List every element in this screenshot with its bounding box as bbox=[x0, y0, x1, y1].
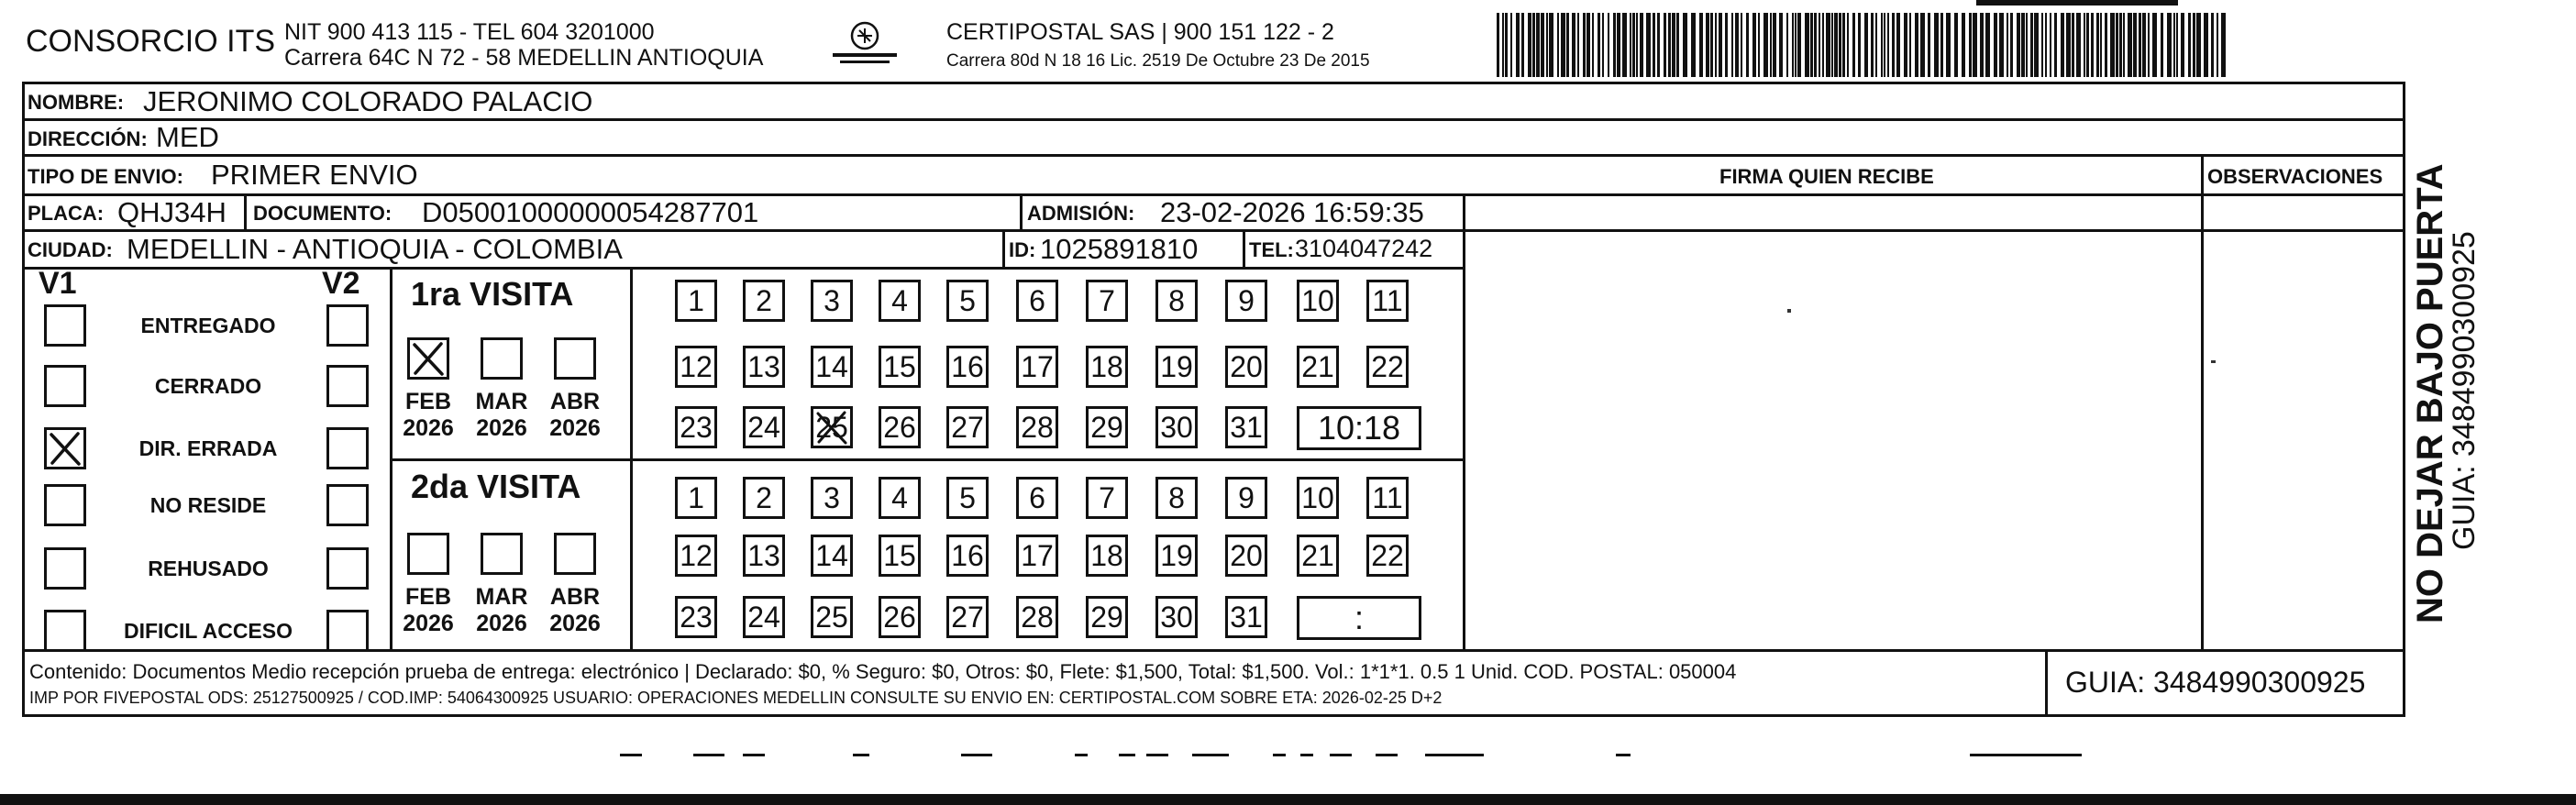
footer-contenido: Contenido: Documentos Medio recepción prueba de entrega: electrónico | Declarado: $0, % Seguro: $0, Otros: $0, Flete: $1,500, Total: $1,500. Vol.: 1*1*1. 0.5 1 Unid. COD. POSTAL: 050004 bbox=[29, 660, 1737, 683]
day-box[interactable]: 17 bbox=[1016, 535, 1058, 577]
handwritten-x-mark bbox=[410, 340, 447, 377]
day-box[interactable]: 24 bbox=[743, 406, 785, 448]
day-box[interactable]: 19 bbox=[1155, 346, 1198, 388]
status-v1-checkbox[interactable] bbox=[44, 610, 86, 652]
dash bbox=[1273, 754, 1286, 756]
status-v1-checkbox[interactable] bbox=[44, 365, 86, 407]
day-box[interactable]: 21 bbox=[1297, 346, 1339, 388]
month-checkbox[interactable] bbox=[481, 337, 523, 380]
recipient-id: 1025891810 bbox=[1040, 233, 1199, 265]
day-box[interactable]: 4 bbox=[879, 280, 921, 322]
barcode bbox=[1497, 13, 2232, 77]
day-box[interactable]: 24 bbox=[743, 596, 785, 638]
month-checkbox[interactable] bbox=[554, 337, 596, 380]
footer-guia: GUIA: 3484990300925 bbox=[2065, 666, 2366, 699]
day-box[interactable]: 11 bbox=[1366, 477, 1409, 519]
month-label bbox=[543, 584, 607, 637]
day-box[interactable]: 27 bbox=[946, 406, 989, 448]
dash bbox=[620, 754, 642, 756]
month-label bbox=[543, 389, 607, 442]
status-label: CERRADO bbox=[154, 374, 262, 398]
v1-label: V1 bbox=[39, 266, 77, 301]
day-box[interactable]: 22 bbox=[1366, 346, 1409, 388]
month-checkbox[interactable] bbox=[481, 533, 523, 575]
dash bbox=[1192, 754, 1229, 756]
month-label bbox=[470, 584, 534, 637]
day-box[interactable]: 14 bbox=[811, 535, 853, 577]
month-label bbox=[396, 584, 460, 637]
bottom-edge bbox=[0, 794, 2576, 805]
admission-date: 23-02-2026 16:59:35 bbox=[1160, 196, 1424, 228]
tel-label: TEL: bbox=[1249, 238, 1294, 261]
handwritten-x-mark bbox=[813, 409, 850, 446]
day-box[interactable]: 8 bbox=[1155, 477, 1198, 519]
day-box[interactable]: 2 bbox=[743, 280, 785, 322]
month-year: 2026 bbox=[403, 415, 454, 441]
status-v1-checkbox[interactable] bbox=[44, 304, 86, 347]
day-box[interactable]: 28 bbox=[1016, 406, 1058, 448]
dash bbox=[1075, 754, 1088, 756]
day-box[interactable]: 11 bbox=[1366, 280, 1409, 322]
company-address: Carrera 64C N 72 - 58 MEDELLIN ANTIOQUIA bbox=[284, 45, 764, 71]
visit1-title: 1ra VISITA bbox=[411, 275, 574, 313]
plate-label: PLACA: bbox=[28, 202, 105, 225]
month-year: 2026 bbox=[476, 415, 527, 441]
day-box[interactable]: 4 bbox=[879, 477, 921, 519]
day-box[interactable]: 16 bbox=[946, 346, 989, 388]
day-box[interactable]: 25 bbox=[811, 596, 853, 638]
dash bbox=[1970, 754, 2082, 756]
day-box[interactable]: 16 bbox=[946, 535, 989, 577]
month-name: FEB bbox=[405, 584, 451, 610]
month-label bbox=[396, 389, 460, 442]
send-type: PRIMER ENVIO bbox=[211, 159, 418, 191]
dash bbox=[1146, 754, 1168, 756]
day-box[interactable]: 31 bbox=[1225, 596, 1267, 638]
day-box[interactable]: 20 bbox=[1225, 346, 1267, 388]
month-year: 2026 bbox=[549, 611, 601, 636]
day-box[interactable]: 29 bbox=[1086, 596, 1128, 638]
month-label bbox=[470, 389, 534, 442]
visit-time[interactable]: 10:18 bbox=[1297, 406, 1421, 450]
day-box[interactable]: 29 bbox=[1086, 406, 1128, 448]
dash bbox=[1300, 754, 1313, 756]
side-no-dejar: NO DEJAR BAJO PUERTA bbox=[2410, 163, 2450, 623]
dash bbox=[1425, 754, 1438, 756]
observations-area[interactable] bbox=[2204, 232, 2403, 649]
day-box[interactable]: 18 bbox=[1086, 346, 1128, 388]
day-box[interactable]: 9 bbox=[1225, 477, 1267, 519]
dash bbox=[743, 754, 765, 756]
day-box[interactable]: 13 bbox=[743, 346, 785, 388]
day-box[interactable]: 7 bbox=[1086, 477, 1128, 519]
status-v1-checkbox[interactable] bbox=[44, 484, 86, 526]
day-box[interactable]: 14 bbox=[811, 346, 853, 388]
day-box[interactable]: 12 bbox=[675, 535, 717, 577]
status-v2-checkbox[interactable] bbox=[326, 365, 369, 407]
day-box[interactable]: 6 bbox=[1016, 280, 1058, 322]
status-label: REHUSADO bbox=[148, 557, 269, 580]
day-box[interactable]: 23 bbox=[675, 596, 717, 638]
day-box[interactable]: 26 bbox=[879, 596, 921, 638]
address-label: DIRECCIÓN: bbox=[28, 127, 148, 150]
month-name: MAR bbox=[475, 584, 528, 610]
dash bbox=[1438, 754, 1484, 756]
day-box[interactable]: 1 bbox=[675, 477, 717, 519]
dash bbox=[961, 754, 992, 756]
day-box[interactable]: 5 bbox=[946, 477, 989, 519]
day-box[interactable]: 25 bbox=[811, 406, 853, 448]
status-v1-checkbox[interactable] bbox=[44, 547, 86, 590]
day-box[interactable]: 3 bbox=[811, 280, 853, 322]
status-v1-checkbox[interactable] bbox=[44, 427, 86, 469]
dash bbox=[1376, 754, 1398, 756]
recipient-address: MED bbox=[156, 121, 219, 153]
company-nit: NIT 900 413 115 - TEL 604 3201000 bbox=[284, 19, 655, 45]
signature-area[interactable] bbox=[1465, 232, 2201, 649]
name-label: NOMBRE: bbox=[28, 91, 125, 114]
day-box[interactable]: 2 bbox=[743, 477, 785, 519]
month-year: 2026 bbox=[549, 415, 601, 441]
document-label: DOCUMENTO: bbox=[253, 202, 392, 225]
day-box[interactable]: 6 bbox=[1016, 477, 1058, 519]
city: MEDELLIN - ANTIOQUIA - COLOMBIA bbox=[127, 233, 623, 265]
dash bbox=[853, 754, 869, 756]
month-checkbox[interactable] bbox=[407, 337, 449, 380]
id-label: ID: bbox=[1009, 238, 1036, 261]
day-box[interactable]: 3 bbox=[811, 477, 853, 519]
v2-label: V2 bbox=[322, 266, 360, 301]
month-checkbox[interactable] bbox=[407, 533, 449, 575]
document-number: D05001000000054287701 bbox=[422, 196, 759, 228]
recipient-tel: 3104047242 bbox=[1295, 235, 1433, 262]
day-box[interactable]: 18 bbox=[1086, 535, 1128, 577]
status-v2-checkbox[interactable] bbox=[326, 547, 369, 590]
status-v2-checkbox[interactable] bbox=[326, 610, 369, 652]
side-guia: GUIA: 3484990300925 bbox=[2447, 231, 2482, 550]
day-box[interactable]: 9 bbox=[1225, 280, 1267, 322]
certipostal-line2: Carrera 80d N 18 16 Lic. 2519 De Octubre 23 De 2015 bbox=[946, 51, 1370, 71]
certipostal-line1: CERTIPOSTAL SAS | 900 151 122 - 2 bbox=[946, 19, 1334, 45]
day-box[interactable]: 13 bbox=[743, 535, 785, 577]
visit-time[interactable]: : bbox=[1297, 596, 1421, 640]
status-label: NO RESIDE bbox=[149, 493, 267, 517]
day-box[interactable]: 31 bbox=[1225, 406, 1267, 448]
handwritten-x-mark bbox=[47, 430, 83, 467]
side-warning bbox=[2412, 83, 2482, 623]
day-box[interactable]: 17 bbox=[1016, 346, 1058, 388]
status-label: DIFICIL ACCESO bbox=[123, 619, 293, 643]
footer-imp: IMP POR FIVEPOSTAL ODS: 25127500925 / COD.IMP: 54064300925 USUARIO: OPERACIONES MEDELLIN CONSULTE SU ENVIO EN: CERTIPOSTAL.COM SOBRE ETA: 2026-02-25 D+2 bbox=[29, 689, 1443, 707]
month-year: 2026 bbox=[476, 611, 527, 636]
month-name: FEB bbox=[405, 389, 451, 414]
day-box[interactable]: 7 bbox=[1086, 280, 1128, 322]
day-box[interactable]: 20 bbox=[1225, 535, 1267, 577]
day-box[interactable]: 1 bbox=[675, 280, 717, 322]
day-box[interactable]: 26 bbox=[879, 406, 921, 448]
day-box[interactable]: 27 bbox=[946, 596, 989, 638]
day-box[interactable]: 15 bbox=[879, 535, 921, 577]
month-year: 2026 bbox=[403, 611, 454, 636]
day-box[interactable]: 5 bbox=[946, 280, 989, 322]
company-name: CONSORCIO ITS bbox=[26, 24, 276, 59]
day-box[interactable]: 10 bbox=[1297, 477, 1339, 519]
observations-header: OBSERVACIONES bbox=[2207, 165, 2383, 188]
day-box[interactable]: 19 bbox=[1155, 535, 1198, 577]
status-v2-checkbox[interactable] bbox=[326, 427, 369, 469]
plate: QHJ34H bbox=[117, 196, 227, 228]
dash bbox=[1330, 754, 1352, 756]
day-box[interactable]: 8 bbox=[1155, 280, 1198, 322]
day-box[interactable]: 30 bbox=[1155, 406, 1198, 448]
day-box[interactable]: 23 bbox=[675, 406, 717, 448]
day-box[interactable]: 15 bbox=[879, 346, 921, 388]
day-box[interactable]: 22 bbox=[1366, 535, 1409, 577]
status-label: ENTREGADO bbox=[140, 314, 276, 337]
day-box[interactable]: 28 bbox=[1016, 596, 1058, 638]
visit2-title: 2da VISITA bbox=[411, 468, 581, 505]
status-v2-checkbox[interactable] bbox=[326, 304, 369, 347]
month-name: ABR bbox=[549, 389, 601, 414]
dash bbox=[1616, 754, 1631, 756]
day-box[interactable]: 30 bbox=[1155, 596, 1198, 638]
city-label: CIUDAD: bbox=[28, 238, 113, 261]
status-label: DIR. ERRADA bbox=[138, 436, 278, 460]
status-v2-checkbox[interactable] bbox=[326, 484, 369, 526]
admission-label: ADMISIÓN: bbox=[1027, 202, 1135, 225]
month-name: ABR bbox=[549, 584, 601, 610]
day-box[interactable]: 12 bbox=[675, 346, 717, 388]
dash bbox=[693, 754, 724, 756]
send-type-label: TIPO DE ENVIO: bbox=[28, 165, 183, 188]
dash bbox=[1119, 754, 1135, 756]
day-box[interactable]: 10 bbox=[1297, 280, 1339, 322]
recipient-name: JERONIMO COLORADO PALACIO bbox=[143, 85, 593, 117]
month-name: MAR bbox=[475, 389, 528, 414]
day-box[interactable]: 21 bbox=[1297, 535, 1339, 577]
certipostal-logo bbox=[824, 20, 906, 68]
signature-header: FIRMA QUIEN RECIBE bbox=[1719, 165, 1934, 188]
month-checkbox[interactable] bbox=[554, 533, 596, 575]
